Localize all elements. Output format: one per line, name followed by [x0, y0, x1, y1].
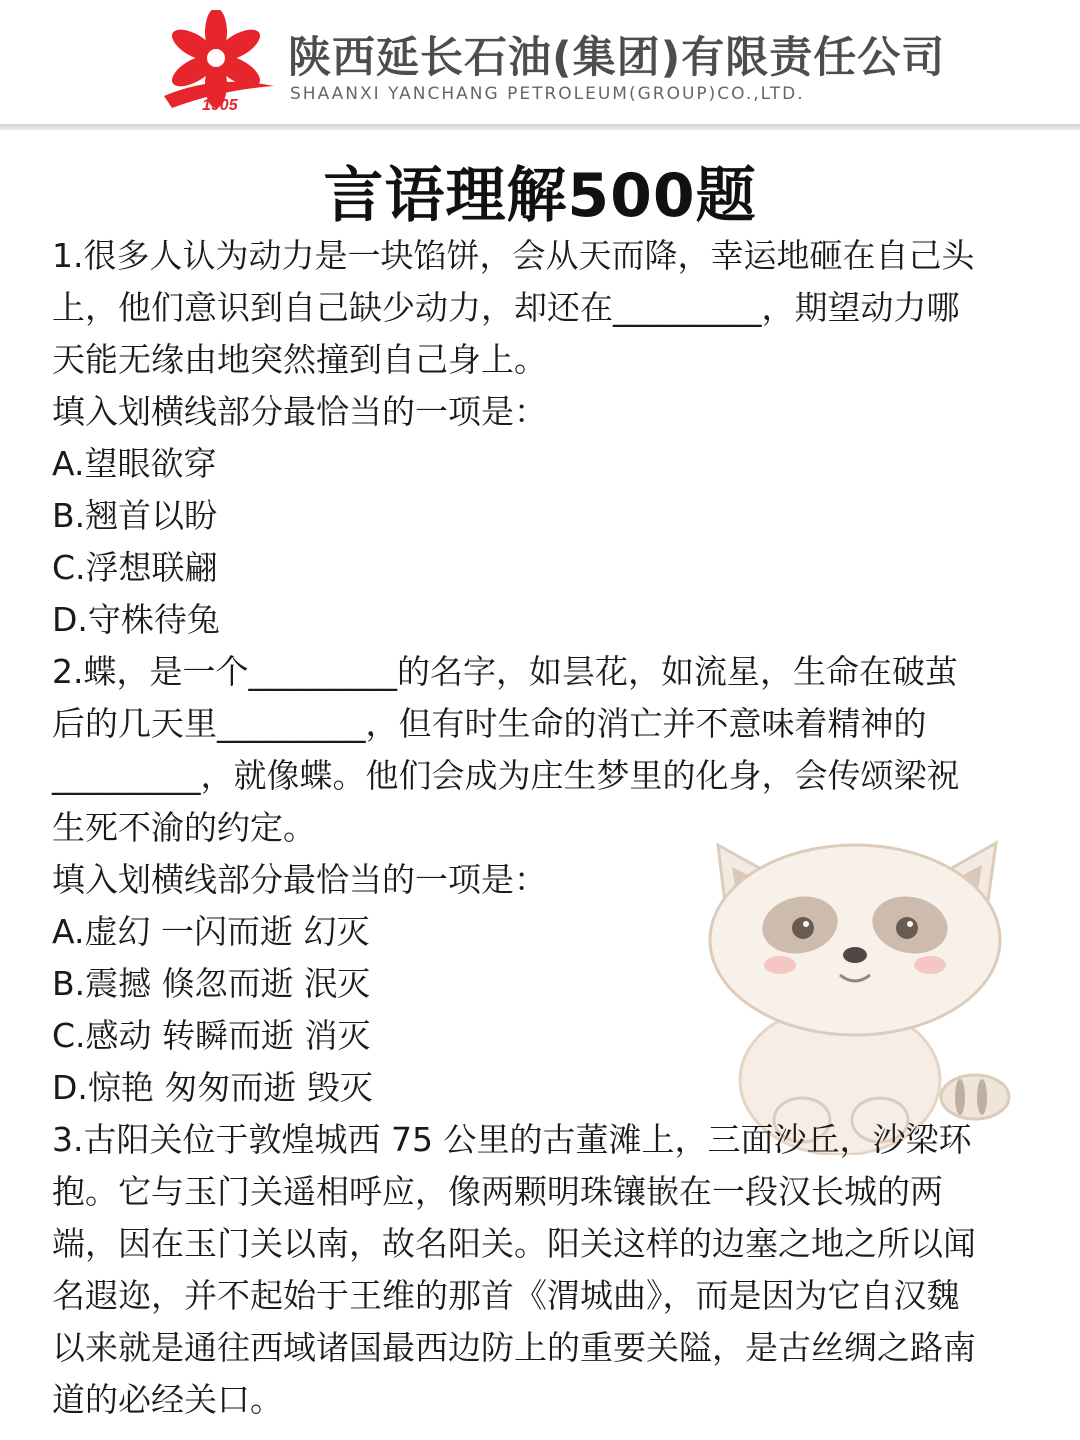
header-divider: [0, 124, 1080, 130]
text-line: 2.蝶，是一个_________的名字，如昙花，如流星，生命在破茧: [52, 652, 958, 691]
option-c: C.感动 转瞬而逝 消灭: [52, 1016, 371, 1055]
text-line: 生死不渝的约定。: [52, 808, 316, 847]
text-line: 以来就是通往西域诸国最西边防上的重要关隘，是古丝绸之路南: [52, 1328, 976, 1367]
text-line: 天能无缘由地突然撞到自己身上。: [52, 340, 547, 379]
text-line: 端，因在玉门关以南，故名阳关。阳关这样的边塞之地之所以闻: [52, 1224, 976, 1263]
option-b: B.翘首以盼: [52, 496, 218, 535]
option-d: D.惊艳 匆匆而逝 毁灭: [52, 1068, 373, 1107]
option-a: A.望眼欲穿: [52, 444, 217, 483]
question-prompt: 填入划横线部分最恰当的一项是：: [52, 392, 547, 431]
text-line: 道的必经关口。: [52, 1380, 283, 1419]
header: [0, 0, 1080, 128]
text-line: 名遐迩，并不起始于王维的那首《渭城曲》，而是因为它自汉魏: [52, 1276, 960, 1315]
option-d: D.守株待兔: [52, 600, 220, 639]
text-line: _________，就像蝶。他们会成为庄生梦里的化身，会传颂梁祝: [52, 756, 960, 795]
question-prompt: 填入划横线部分最恰当的一项是：: [52, 860, 547, 899]
option-b: B.震撼 倏忽而逝 泯灭: [52, 964, 371, 1003]
option-a: A.虚幻 一闪而逝 幻灭: [52, 912, 370, 951]
text-line: 上，他们意识到自己缺少动力，却还在_________，期望动力哪: [52, 288, 960, 327]
text-line: 抱。它与玉门关遥相呼应，像两颗明珠镶嵌在一段汉长城的两: [52, 1172, 943, 1211]
company-logo: [156, 10, 280, 114]
company-name-en: SHAANXI YANCHANG PETROLEUM(GROUP)CO.,LTD.: [290, 84, 805, 104]
option-c: C.浮想联翩: [52, 548, 218, 587]
company-name-cn: 陕西延长石油(集团)有限责任公司: [288, 33, 946, 83]
logo-year: 1905: [202, 97, 238, 114]
text-line: 后的几天里_________，但有时生命的消亡并不意味着精神的: [52, 704, 927, 743]
question-text: [52, 230, 1032, 1426]
text-line: 3.古阳关位于敦煌城西 75 公里的古董滩上，三面沙丘，沙梁环: [52, 1120, 972, 1159]
text-line: 1.很多人认为动力是一块馅饼，会从天而降，幸运地砸在自己头: [52, 236, 975, 275]
page-title: 言语理解500题: [323, 161, 757, 231]
